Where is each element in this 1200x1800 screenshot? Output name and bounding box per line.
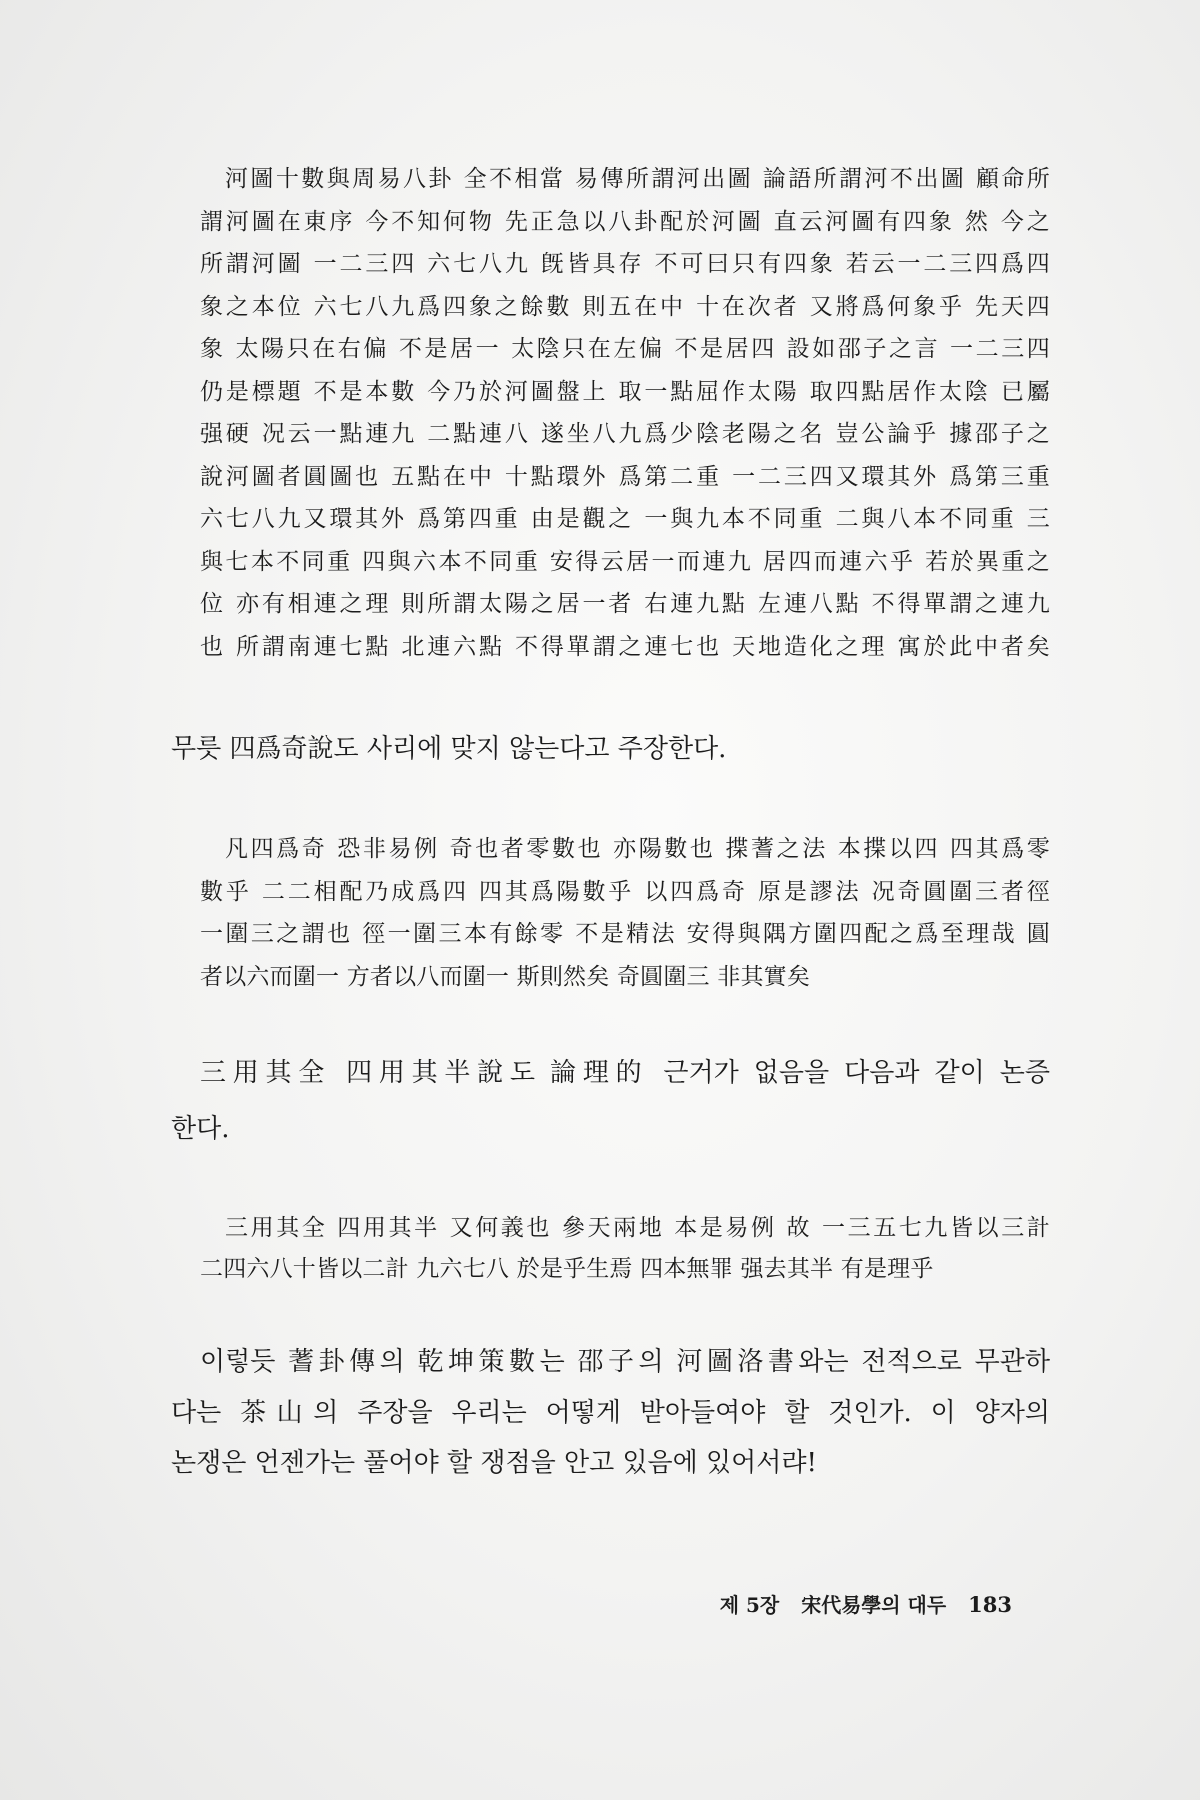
quote-line: 三用其全 四用其半 又何義也 參天兩地 本是易例 故 一三五七九皆以三計	[225, 1215, 1050, 1241]
quote-line: 河圖十數與周易八卦 全不相當 易傳所謂河出圖 論語所謂河不出圖 顧命所	[225, 166, 1050, 192]
quote-line: 數乎 二二相配乃成爲四 四其爲陽數乎 以四爲奇 原是謬法 况奇圓圍三者徑	[200, 878, 1050, 905]
body-paragraph-1	[171, 724, 1050, 774]
quote-line: 强硬 况云一點連九 二點連八 遂坐八九爲少陰老陽之名 豈公論乎 據邵子之	[200, 421, 1050, 447]
quote-line: 位 亦有相連之理 則所謂太陽之居一者 右連九點 左連八點 不得單謂之連九	[200, 591, 1050, 617]
quote-line: 者以六而圍一 方者以八而圍一 斯則然矣 奇圓圍三 非其實矣	[200, 963, 811, 990]
quote-line: 仍是標題 不是本數 今乃於河圖盤上 取一點屈作太陽 取四點居作太陰 已屬	[200, 378, 1050, 405]
paragraph-line: 다는 茶山의 주장을 우리는 어떻게 받아들여야 할 것인가. 이 양자의	[171, 1397, 1050, 1428]
quote-line: 說河圖者圓圖也 五點在中 十點環外 爲第二重 一二三四又環其外 爲第三重	[200, 463, 1050, 490]
paragraph-line: 논쟁은 언젠가는 풀어야 할 쟁점을 안고 있음에 있어서랴!	[171, 1448, 817, 1478]
quote-line: 謂河圖在東序 今不知何物 先正急以八卦配於河圖 直云河圖有四象 然 今之	[200, 208, 1050, 235]
paragraph-line: 이렇듯 蓍卦傳의 乾坤策數는 邵子의 河圖洛書와는 전적으로 무관하	[200, 1347, 1050, 1377]
quote-block-2	[200, 828, 1050, 998]
quote-line: 凡四爲奇 恐非易例 奇也者零數也 亦陽數也 揲蓍之法 本揲以四 四其爲零	[225, 836, 1050, 862]
quote-block-3	[200, 1208, 1050, 1289]
paragraph-line: 무릇 四爲奇說도 사리에 맞지 않는다고 주장한다.	[171, 734, 727, 764]
quote-line: 象之本位 六七八九爲四象之餘數 則五在中 十在次者 又將爲何象乎 先天四	[200, 293, 1050, 320]
body-paragraph-2	[171, 1045, 1050, 1157]
paragraph-line: 한다.	[171, 1114, 230, 1144]
chapter-number: 제 5장	[719, 1593, 780, 1617]
quote-line: 一圍三之謂也 徑一圍三本有餘零 不是精法 安得與隅方圍四配之爲至理哉 圓	[200, 921, 1050, 947]
body-paragraph-3	[171, 1337, 1050, 1489]
quote-line: 六七八九又環其外 爲第四重 由是觀之 一與九本不同重 二與八本不同重 三	[200, 506, 1050, 532]
running-footer	[720, 1590, 1012, 1620]
quote-line: 象 太陽只在右偏 不是居一 太陰只在左偏 不是居四 設如邵子之言 一二三四	[200, 336, 1050, 362]
quote-line: 與七本不同重 四與六本不同重 安得云居一而連九 居四而連六乎 若於異重之	[200, 548, 1050, 575]
quote-line: 二四六八十皆以二計 九六七八 於是乎生焉 四本無罪 强去其半 有是理乎	[200, 1255, 934, 1282]
page-number: 183	[968, 1592, 1012, 1617]
quote-line: 也 所謂南連七點 北連六點 不得單謂之連七也 天地造化之理 寓於此中者矣	[200, 633, 1050, 660]
chapter-title: 宋代易學의 대두	[801, 1593, 947, 1617]
quote-block-1	[200, 158, 1050, 668]
quote-line: 所謂河圖 一二三四 六七八九 旣皆具存 不可曰只有四象 若云一二三四爲四	[200, 251, 1050, 277]
paragraph-line: 三用其全 四用其半說도 論理的 근거가 없음을 다음과 같이 논증	[200, 1058, 1050, 1088]
